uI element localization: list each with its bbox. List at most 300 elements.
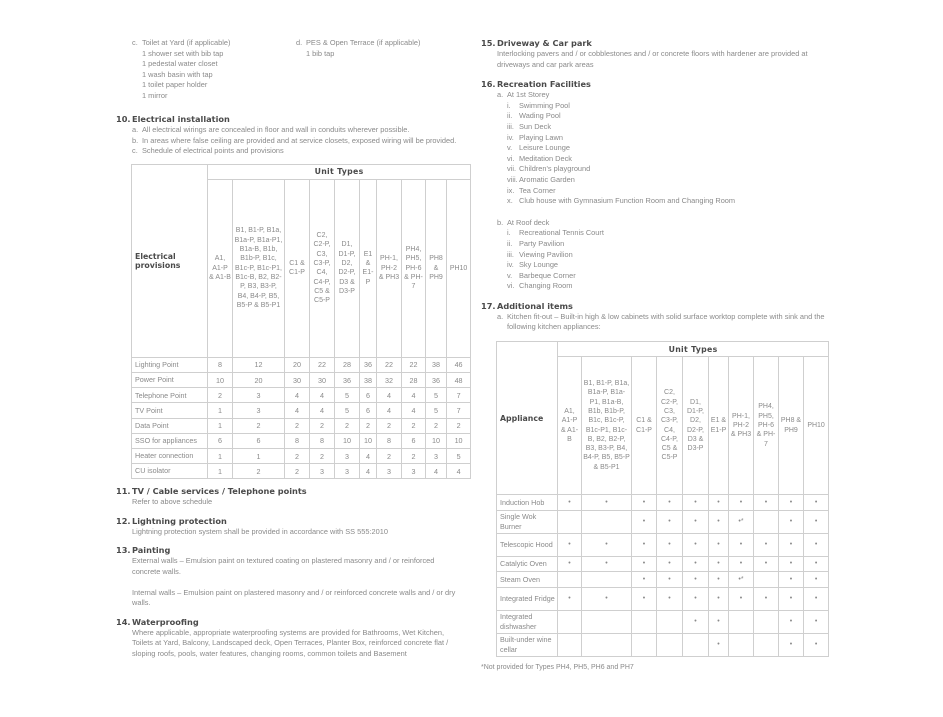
table-cell: 7 [447,403,471,418]
list-item-text: Barbeque Corner [519,270,576,280]
section-number: 14. [116,616,131,627]
availability-cell: • [683,587,709,610]
unit-type-column-header: A1, A1-P & A1-B [208,179,233,357]
availability-cell: • [804,633,829,656]
availability-cell [558,610,582,633]
table-cell: 4 [285,388,310,403]
availability-cell: • [582,587,632,610]
table-cell: 6 [402,433,426,448]
list-marker: c. [132,146,138,156]
table-cell: 7 [447,388,471,403]
row-label: Lighting Point [132,357,208,372]
table-cell: 1 [208,464,233,479]
availability-cell [754,510,779,533]
table-cell: 22 [310,357,335,372]
list-item-text: Leisure Lounge [519,143,570,153]
table-cell: 4 [377,403,402,418]
section-heading-11 [116,486,472,497]
table-cell: 4 [447,464,471,479]
availability-cell: • [729,533,754,556]
table-cell: 6 [360,388,377,403]
list-item [507,101,831,112]
table-row [497,533,829,556]
list-item: Kitchen fit-out – Built-in high & low cabinets with solid surface worktop complete with sink and the following kitchen appliances: [507,311,825,332]
availability-cell [558,510,582,533]
unit-type-column-header: C1 & C1-P [632,357,657,495]
availability-cell: • [558,533,582,556]
availability-cell: • [657,533,683,556]
table-cell: 2 [335,418,360,433]
table-cell: 10 [208,372,233,387]
table-cell: 3 [233,388,285,403]
availability-cell: • [709,572,729,588]
availability-cell [582,633,632,656]
availability-cell: • [779,633,804,656]
list-item [507,228,831,239]
table-row [132,433,471,448]
list-marker: x. [507,196,513,206]
availability-cell [632,610,657,633]
section-heading-10 [116,114,472,125]
list-marker: viii. [507,174,518,184]
table-cell: 2 [310,448,335,463]
availability-cell: • [632,556,657,572]
list-marker: a. [132,125,139,134]
availability-cell [657,610,683,633]
list-marker: c. [132,38,138,47]
table-cell: 28 [402,372,426,387]
availability-cell [582,572,632,588]
list-marker: b. [497,217,504,227]
row-label: Telephone Point [132,388,208,403]
table-cell: 4 [426,464,447,479]
list-item [507,196,831,207]
table-cell: 12 [233,357,285,372]
table-cell: 5 [447,448,471,463]
table-cell: 2 [402,448,426,463]
availability-cell: • [804,610,829,633]
list-item-text: Club house with Gymnasium Function Room and Changing Room [519,196,736,206]
availability-cell: • [657,556,683,572]
table-cell: 36 [360,357,377,372]
unit-type-column-header: PH8 & PH9 [426,179,447,357]
availability-cell: • [729,587,754,610]
list-item [507,133,831,144]
availability-cell: • [779,533,804,556]
table-cell: 22 [377,357,402,372]
availability-cell: • [558,495,582,511]
section-body: Refer to above schedule [132,497,213,507]
availability-cell: • [804,510,829,533]
list-item-text: Meditation Deck [519,153,572,163]
unit-type-column-header: B1, B1-P, B1a, B1a-P, B1a-P1, B1a-B, B1b, B1b-P, B1c, B1c-P, B1c-P1, B1c-B, B2, B2-P, B3, B3-P, B4, B4-P, B5, B5-P & B5-P1 [582,357,632,495]
table-cell: 22 [402,357,426,372]
list-item: 1 mirror [142,90,168,100]
list-marker: iii. [507,121,514,131]
table-corner-header: Electrical provisions [132,164,208,357]
list-item: 1 bib tap [306,48,335,58]
availability-cell [558,633,582,656]
list-marker: a. [497,311,504,321]
availability-cell: •* [729,572,754,588]
pes-terrace-block [296,38,420,59]
table-cell: 4 [360,464,377,479]
list-item [507,186,831,197]
table-row [497,556,829,572]
availability-cell: • [558,587,582,610]
availability-cell: • [632,533,657,556]
unit-type-column-header: E1 & E1-P [360,179,377,357]
availability-cell: • [632,572,657,588]
table-cell: 4 [360,448,377,463]
table-row [132,372,471,387]
unit-type-column-header: D1, D1-P, D2, D2-P, D3 & D3-P [683,357,709,495]
availability-cell [582,510,632,533]
table-row [132,403,471,418]
table-cell: 36 [426,372,447,387]
table-row [497,633,829,656]
availability-cell: • [632,587,657,610]
list-item [507,164,831,175]
section-heading-13 [116,545,472,556]
subsection-title: At Roof deck [507,217,550,227]
list-marker: iii. [507,249,514,259]
section-number: 12. [116,515,131,526]
table-cell: 3 [310,464,335,479]
table-cell: 2 [377,448,402,463]
list-marker: iv. [507,132,514,142]
list-item-text: Sky Lounge [519,260,559,270]
section-body: Internal walls – Emulsion paint on plastered masonry and / or reinforced concrete walls and / or dry walls. [132,587,456,608]
section-title: Driveway & Car park [497,38,592,48]
list-item-text: Sun Deck [519,121,552,131]
table-cell: 6 [233,433,285,448]
availability-cell: •* [729,510,754,533]
availability-cell: • [709,587,729,610]
table-cell: 4 [377,388,402,403]
list-item: 1 toilet paper holder [142,80,208,90]
unit-type-column-header: PH4, PH5, PH-6 & PH-7 [754,357,779,495]
section-heading-16 [481,79,831,90]
table-row [132,357,471,372]
table-cell: 1 [208,418,233,433]
list-item: 1 shower set with bib tap [142,48,224,58]
section-title: Recreation Facilities [497,79,591,90]
availability-cell: • [709,510,729,533]
list-item-text: Aromatic Garden [519,174,575,184]
row-label: Integrated dishwasher [497,610,558,633]
table-cell: 48 [447,372,471,387]
availability-cell: • [632,495,657,511]
section-number: 17. [481,300,496,311]
table-cell: 4 [285,403,310,418]
list-marker: i. [507,228,511,238]
list-marker: i. [507,100,511,110]
list-item: Schedule of electrical points and provisions [142,146,284,156]
table-cell: 5 [335,388,360,403]
table-cell: 8 [208,357,233,372]
table-row [497,587,829,610]
availability-cell: • [779,587,804,610]
availability-cell: • [657,495,683,511]
availability-cell: • [683,556,709,572]
table-cell: 2 [360,418,377,433]
unit-type-column-header: D1, D1-P, D2, D2-P, D3 & D3-P [335,179,360,357]
section-number: 11. [116,486,131,497]
table-cell: 5 [335,403,360,418]
appliance-table [496,341,829,657]
availability-cell: • [709,610,729,633]
list-item [507,154,831,165]
availability-cell [558,572,582,588]
section-title: Electrical installation [132,114,230,124]
section-heading-15 [481,38,831,49]
right-column [481,30,831,673]
availability-cell [657,633,683,656]
section-body: Where applicable, appropriate waterproofing systems are provided for Bathrooms, Wet Kitchen, Toilets at Yard, Balcony, Landscaped deck, Open Terraces, Planter Box, reinforced concrete flat / sloping roofs, pools, water features, changing rooms, common toilets and Basement [132,627,449,659]
availability-cell [582,610,632,633]
availability-cell: • [657,572,683,588]
unit-type-column-header: PH-1, PH-2 & PH3 [729,357,754,495]
availability-cell: • [709,495,729,511]
unit-types-header: Unit Types [208,164,471,179]
table-row [497,572,829,588]
table-cell: 2 [285,448,310,463]
list-marker: ii. [507,238,513,248]
availability-cell [754,610,779,633]
availability-cell: • [779,510,804,533]
table-cell: 36 [335,372,360,387]
row-label: CU isolator [132,464,208,479]
availability-cell: • [779,572,804,588]
table-cell: 38 [360,372,377,387]
availability-cell [683,633,709,656]
table-cell: 2 [447,418,471,433]
pes-terrace-title: PES & Open Terrace (if applicable) [306,38,421,47]
section-title: Waterproofing [132,616,199,627]
row-label: Catalytic Oven [497,556,558,572]
table-row [132,418,471,433]
unit-type-column-header: A1, A1-P & A1-B [558,357,582,495]
unit-type-column-header: PH4, PH5, PH-6 & PH-7 [402,179,426,357]
table-cell: 1 [208,403,233,418]
table-cell: 20 [233,372,285,387]
table-cell: 8 [377,433,402,448]
table-row [132,388,471,403]
row-label: Induction Hob [497,495,558,511]
left-column [116,38,472,660]
section-title: Additional items [497,300,573,311]
list-marker: b. [132,135,139,145]
list-marker: ii. [507,111,513,121]
table-cell: 32 [377,372,402,387]
row-label: Power Point [132,372,208,387]
availability-cell [754,633,779,656]
table-cell: 4 [310,388,335,403]
table-cell: 3 [426,448,447,463]
availability-cell: • [804,533,829,556]
table-cell: 3 [335,448,360,463]
list-item [507,111,831,122]
table-cell: 2 [233,464,285,479]
availability-cell: • [779,610,804,633]
row-label: Steam Oven [497,572,558,588]
section-title: Painting [132,545,171,556]
list-marker: vi. [507,281,515,291]
availability-cell: • [709,556,729,572]
list-marker: iv. [507,260,514,270]
table-row [132,448,471,463]
table-cell: 4 [402,388,426,403]
table-cell: 30 [310,372,335,387]
availability-cell: • [582,495,632,511]
section-number: 13. [116,545,131,556]
table-cell: 20 [285,357,310,372]
unit-type-column-header: PH8 & PH9 [779,357,804,495]
availability-cell: • [709,633,729,656]
availability-cell: • [754,495,779,511]
list-item-text: Swimming Pool [519,100,570,110]
table-row [497,495,829,511]
availability-cell: • [729,495,754,511]
unit-type-column-header: C2, C2-P, C3, C3-P, C4, C4-P, C5 & C5-P [657,357,683,495]
availability-cell: • [754,533,779,556]
availability-cell: • [632,510,657,533]
availability-cell: • [582,533,632,556]
table-cell: 1 [208,448,233,463]
table-cell: 3 [233,403,285,418]
table-cell: 3 [377,464,402,479]
availability-cell: • [582,556,632,572]
list-item: All electrical wirings are concealed in floor and wall in conduits wherever possible. [142,125,410,134]
table-cell: 2 [233,418,285,433]
table-row [132,464,471,479]
row-label: Heater connection [132,448,208,463]
table-row [497,610,829,633]
availability-cell: • [804,556,829,572]
list-item [507,239,831,250]
availability-cell: • [754,587,779,610]
availability-cell: • [779,495,804,511]
list-item: 1 pedestal water closet [142,59,218,69]
list-item [507,175,831,186]
availability-cell: • [804,495,829,511]
list-item [507,143,831,154]
section-heading-17 [481,301,831,312]
list-marker: d. [296,38,303,47]
list-marker: v. [507,270,513,280]
row-label: Integrated Fridge [497,587,558,610]
list-item-text: Recreational Tennis Court [519,228,604,238]
list-marker: ix. [507,185,515,195]
row-label: TV Point [132,403,208,418]
list-item [507,281,831,292]
unit-type-column-header: E1 & E1-P [709,357,729,495]
table-cell: 3 [335,464,360,479]
availability-cell: • [657,510,683,533]
list-item-text: Wading Pool [519,111,561,121]
list-marker: a. [497,90,504,100]
table-cell: 10 [447,433,471,448]
table-cell: 2 [402,418,426,433]
table-cell: 4 [402,403,426,418]
list-item [507,122,831,133]
availability-cell: • [709,533,729,556]
section-body: External walls – Emulsion paint on textured coating on plastered masonry and / or reinforced concrete walls. [132,556,435,577]
availability-cell: • [779,556,804,572]
list-marker: vi. [507,153,515,163]
table-footnote: *Not provided for Types PH4, PH5, PH6 and PH7 [481,663,634,671]
table-cell: 5 [426,388,447,403]
availability-cell: • [729,556,754,572]
table-cell: 6 [208,433,233,448]
unit-type-column-header: PH10 [804,357,829,495]
unit-types-header: Unit Types [558,342,829,357]
table-cell: 10 [426,433,447,448]
unit-type-column-header: C1 & C1-P [285,179,310,357]
list-item: 1 wash basin with tap [142,69,213,79]
section-heading-12 [116,516,472,527]
table-corner-header: Appliance [497,342,558,495]
unit-type-column-header: PH10 [447,179,471,357]
availability-cell: • [683,610,709,633]
section-body: Interlocking pavers and / or cobblestones and / or concrete floors with hardener are provided at driveways and car park areas [497,49,808,69]
availability-cell: • [804,587,829,610]
list-item [507,250,831,261]
availability-cell: • [657,587,683,610]
section-number: 16. [481,79,496,90]
subsection-title: At 1st Storey [507,90,550,100]
table-cell: 2 [208,388,233,403]
list-marker: v. [507,143,513,153]
list-item [507,260,831,271]
section-number: 15. [481,38,496,48]
table-cell: 38 [426,357,447,372]
availability-cell [632,633,657,656]
availability-cell [754,572,779,588]
toilet-yard-block [132,38,230,102]
list-item-text: Children's playground [519,164,591,174]
row-label: Telescopic Hood [497,533,558,556]
availability-cell: • [804,572,829,588]
list-item-text: Playing Lawn [519,132,563,142]
section-body: Lightning protection system shall be provided in accordance with SS 555:2010 [132,526,388,536]
section-title: Lightning protection [132,515,227,526]
table-cell: 4 [310,403,335,418]
table-cell: 6 [360,403,377,418]
availability-cell: • [754,556,779,572]
row-label: Data Point [132,418,208,433]
availability-cell: • [558,556,582,572]
table-cell: 2 [426,418,447,433]
table-cell: 2 [285,464,310,479]
availability-cell [729,610,754,633]
availability-cell: • [683,533,709,556]
row-label: Built-under wine cellar [497,633,558,656]
table-cell: 3 [402,464,426,479]
table-cell: 46 [447,357,471,372]
list-item-text: Viewing Pavilion [519,249,573,259]
availability-cell: • [683,495,709,511]
table-cell: 5 [426,403,447,418]
unit-type-column-header: PH-1, PH-2 & PH3 [377,179,402,357]
table-cell: 2 [310,418,335,433]
table-cell: 28 [335,357,360,372]
section-heading-14 [116,617,472,628]
electrical-provisions-table [131,164,471,480]
section-title: TV / Cable services / Telephone points [132,486,307,497]
list-item-text: Tea Corner [519,185,556,195]
